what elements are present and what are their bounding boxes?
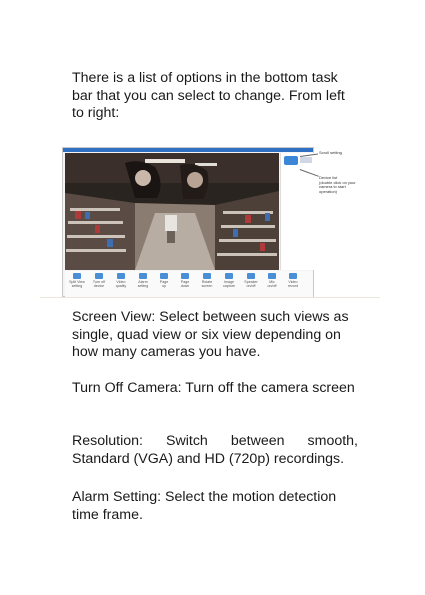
- intro-text: There is a list of options in the bottom task bar that you can select to change. From left to right:: [72, 70, 345, 121]
- page-up-button[interactable]: Page up: [154, 271, 174, 297]
- device-list-callout: Device list (double click on your camera to start operation): [319, 175, 356, 194]
- bottom-task-bar: [65, 271, 313, 297]
- alarm-setting-button[interactable]: Alarm setting: [133, 271, 153, 297]
- speaker-button[interactable]: Speaker on/off: [241, 271, 261, 297]
- alarm-setting-paragraph: Alarm Setting: Select the motion detection time frame.: [72, 489, 337, 523]
- divider: [40, 297, 380, 298]
- split-view-icon: [73, 273, 81, 279]
- title-bar: [63, 148, 313, 152]
- device-entry[interactable]: [300, 157, 312, 163]
- alarm-icon: [139, 273, 147, 279]
- page-down-icon: [181, 273, 189, 279]
- camera-video-feed: [65, 153, 279, 270]
- speaker-icon: [247, 273, 255, 279]
- turn-off-camera-paragraph: Turn Off Camera: Turn off the camera screen: [72, 380, 355, 396]
- mic-icon: [268, 273, 276, 279]
- turn-off-button[interactable]: Turn off device: [89, 271, 109, 297]
- page-down-button[interactable]: Page down: [175, 271, 195, 297]
- app-screenshot: [62, 147, 362, 297]
- video-quality-button[interactable]: Video quality: [111, 271, 131, 297]
- device-list-panel[interactable]: [280, 153, 314, 270]
- camera-icon: [225, 273, 233, 279]
- mic-button[interactable]: Mic on/off: [262, 271, 282, 297]
- image-capture-button[interactable]: Image capture: [219, 271, 239, 297]
- screen-view-paragraph: Screen View: Select between such views as single, quad view or six view depending on how many cameras you have.: [72, 309, 349, 360]
- rotate-screen-button[interactable]: Rotate screen: [197, 271, 217, 297]
- app-window: [62, 147, 314, 297]
- video-quality-icon: [117, 273, 125, 279]
- resolution-paragraph: Resolution: Switch between smooth, Standard (VGA) and HD (720p) recordings.: [72, 433, 358, 467]
- device-icon[interactable]: [284, 156, 298, 165]
- power-icon: [95, 273, 103, 279]
- page-up-icon: [160, 273, 168, 279]
- split-view-button[interactable]: Split View setting: [67, 271, 87, 297]
- rotate-icon: [203, 273, 211, 279]
- record-icon: [289, 273, 297, 279]
- scroll-setting-callout: Scroll setting: [319, 150, 342, 155]
- video-record-button[interactable]: Video record: [283, 271, 303, 297]
